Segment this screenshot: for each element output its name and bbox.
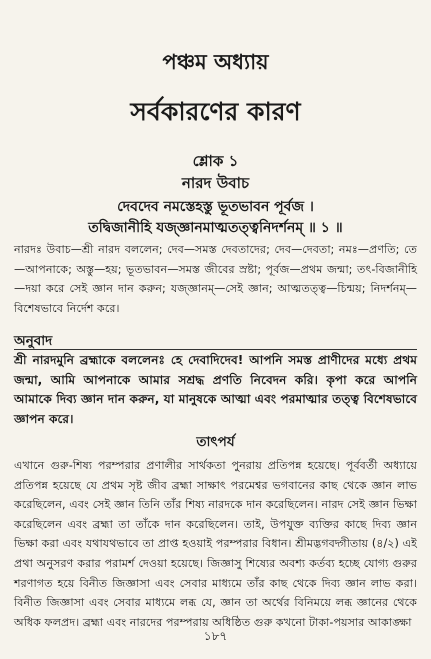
- chapter-title: সর্বকারণের কারণ: [130, 97, 301, 126]
- verse-speaker: নারদ উবাচ: [181, 174, 250, 192]
- translation-heading: অনুবাদ: [14, 333, 53, 349]
- sloka-line-2: তদ্বিজানীহি যজ্জ্ঞানমাত্মতত্ত্বনিদর্শনম্ ॥ ১ ॥: [88, 220, 343, 236]
- chapter-heading: পঞ্চম অধ্যায়: [162, 50, 269, 74]
- purport-paragraph: এখানে গুরু-শিষ্য পরম্পরার প্রণালীর সার্থকতা পুনরায় প্রতিপন্ন হয়েছে। পূর্ববর্তী অধ্যায়ে প্রতিপন্ন হয়েছে যে প্রথম সৃষ্ট জীব ব্রহ্মা সাক্ষাৎ পরমেশ্বর ভগবানের কাছ থেকে জ্ঞান লাভ করেছিলেন, এবং সেই জ্ঞান তিনি তাঁর শিষ্য নারদকে দান করেছিলেন। নারদ সেই জ্ঞান ভিক্ষা করেছিলেন এবং ব্রহ্মা তা তাঁকে দান করেছিলেন। তাই, উপযুক্ত ব্যক্তির কাছে দিব্য জ্ঞান ভিক্ষা করা এবং যথাযথভাবে তা প্রাপ্ত হওয়াই পরম্পরার বিধান। শ্রীমদ্ভগবদ্গীতায় (৪/২) এই প্রথা অনুসরণ করার পরামর্শ দেওয়া হয়েছে। জিজ্ঞাসু শিষ্যের অবশ্য কর্তব্য হচ্ছে যোগ্য গুরুর শরণাগত হয়ে বিনীত জিজ্ঞাসা এবং সেবার মাধ্যমে তাঁর কাছ থেকে দিব্য জ্ঞান লাভ করা। বিনীত জিজ্ঞাসা এবং সেবার মাধ্যমে লব্ধ যে, জ্ঞান তা অর্থের বিনিময়ে লব্ধ জ্ঞানের থেকে অধিক ফলপ্রদ। ব্রহ্মা এবং নারদের পরম্পরায় অধিষ্ঠিত গুরু কখনো টাকা-পয়সার আকাঙ্ক্ষা: [14, 459, 417, 629]
- sloka-line-1: দেবদেব নমস্তেহস্তু ভূতভাবন পূর্বজ ।: [117, 199, 314, 215]
- page-number: ১৮৭: [203, 629, 228, 643]
- synonyms-paragraph: নারদঃ উবাচ—শ্রী নারদ বললেন; দেব—সমস্ত দেবতাদের; দেব—দেবতা; নমঃ—প্রণতি; তে—আপনাকে; অস্তু—হয়; ভূতভাবন—সমস্ত জীবের স্রষ্টা; পূর্বজ—প্রথম জন্মা; তৎ-বিজানীহি—দয়া করে সেই জ্ঞান দান করুন; যজ্জ্ঞানম্—সেই জ্ঞান; আত্মতত্ত্ব—চিন্ময়; নিদর্শনম্—বিশেষভাবে নির্দেশ করে।: [14, 243, 417, 315]
- verse-number: শ্লোক ১: [192, 152, 239, 170]
- purport-heading: তাৎপর্য: [196, 434, 235, 450]
- divider-line: [14, 349, 417, 350]
- translation-paragraph: শ্রী নারদমুনি ব্রহ্মাকে বললেনঃ হে দেবাদিদেব! আপনি সমস্ত প্রাণীদের মধ্যে প্রথম জন্মা, আমি আপনাকে আমার সশ্রদ্ধ প্রণতি নিবেদন করি। কৃপা করে আপনি আমাকে দিব্য জ্ঞান দান করুন, যা মানুষকে আত্মা এবং পরমাত্মার তত্ত্ব বিশেষভাবে জ্ঞাপন করে।: [14, 353, 417, 426]
